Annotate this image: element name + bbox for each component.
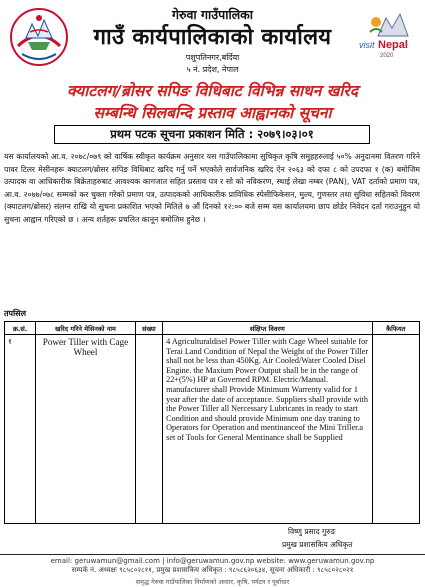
notice-title-line-1: क्याटलग/ब्रोसर सपिङ विधिबाट विभिन्न साधन खरिद	[67, 82, 358, 100]
cell-quantity	[135, 335, 162, 524]
cell-machine-name: Power Tiller with Cage Wheel	[36, 335, 136, 524]
table-header-row	[5, 322, 420, 335]
footer-contact-web: email: geruwamun@gmail.com | info@geruwamun.gov.np website: www.geruwamun.gov.np	[50, 557, 375, 565]
table-row	[5, 335, 420, 524]
publication-date: प्रथम पटक सूचना प्रकाशन मिति : २०७९।०३।०१	[110, 127, 314, 141]
address-line-1: पशुपतिनगर,बर्दिया	[185, 53, 240, 62]
svg-text:Nepal: Nepal	[378, 39, 408, 51]
publication-date-box	[54, 125, 370, 144]
signatory-role: प्रमुख प्रशासकिय अधिकृत	[282, 540, 353, 549]
org-name: गेरुवा गाउँपालिका	[171, 7, 254, 22]
col-header-machine-name: खरिद गरिने मेसिनको नाम	[36, 322, 136, 335]
schedule-label: तपसिल	[4, 309, 27, 318]
cell-sn: १	[5, 335, 36, 524]
schedule-table	[4, 321, 420, 524]
cell-remarks	[372, 335, 420, 524]
svg-text:2020: 2020	[380, 53, 394, 59]
svg-text:visit: visit	[359, 40, 375, 50]
footer-slogan: समृद्ध गेरुवा गाउँपालिका निर्माणको आधार, कृषि, पर्यटन र पूर्वाधार	[135, 578, 290, 586]
footer-divider	[0, 554, 425, 555]
office-title: गाउँ कार्यपालिकाको कार्यालय	[93, 25, 332, 50]
col-header-sn: क्र.सं.	[5, 322, 36, 335]
col-header-description: संक्षिप्त विवरण	[163, 322, 372, 335]
notice-title-line-2: सम्बन्धि सिलबन्दि प्रस्ताव आह्वानको सूचना	[93, 104, 332, 122]
address-line-2: ५ नं. प्रदेश, नेपाल	[186, 65, 239, 74]
col-header-remarks: कैफियत	[372, 322, 420, 335]
col-header-quantity: संख्या	[135, 322, 162, 335]
footer-contact-phone: सम्पर्क नं. अध्यक्षः ९८५८०२८११, प्रमुख प्रशासकिय अधिकृत : ९८५८६२०६३४, सूचना अधिकारी : ९८५८०२८०२१	[71, 566, 354, 574]
cell-description: 4 Agriculturaldisel Power Tiller with Cage Wheel suitable for Terai Land Condition of Nepal the Weight of the Power Tiller shall not be less than 450Kg. Air Cooled/Water Cooled Disel Engine. the Maxium Power Output shall be in the range of 22+(5%) HP at Governed RPM. Electric/Manual. manufacturer shall Provide Minimum Warrenty valid for 1 year after the date of acceptance. Suppliers shall provide with the Power Tiller all Nercessary Lubricants in ready to start Condition and should provide Minimum one day traning to Operators for Operation and mentinanceof the Mini Triller.a set of Tools for General Mentinance shall be Supplied	[163, 335, 372, 524]
signatory-name: विष्णु प्रसाद गुरुङ	[288, 527, 336, 536]
notice-body: यस कार्यालयको आ.व. २०७८/०७९ को वार्षिक स्वीकृत कार्यक्रम अनुसार यस गाउँपालिकामा सुचिकृत कृषि समुहहरुलाई ५०% अनुदानमा वितरण गरिने पावर टिलर मेसीनहरू क्याटलग/ब्रोसर सपिङ विधिबाट खरिद गर्नु पर्ने भएकोले सार्वजनिक खरिद ऐन २०६३ को दफा ८ को उपदफा १ (क) बमोजिम उत्पादक वा आधिकारीक बिक्रेताहरुबाट आवश्यक कागजात सहित प्रस्ताव पत्र र सो को नविकरण, स्थाई लेखा नम्बर (PAN), VAT दर्ताको प्रमाण पत्र, आ.व. २०७७/०७८ सम्मको कर चुक्ता गरेको प्रमाण पत्र, उत्पादकको आधिकारीक प्राविधिक स्पेसीफिकेसन, मुल्य, गुणस्तर तथा सुविधा सहितको विवरण (क्याटलग/ब्रोसर) संलग्न राखि यो सुचना प्रकाशित भएको मितिले ७ औं दिनको १२:०० बजे सम्म यस कार्यालयमा छाप छोडेर निवेदन दर्ता गराउनुहुन यो सुचना आह्वान गरिएको छ । अन्य शर्तहरू प्रचलित कानून बमोजिम हुनेछ ।	[4, 152, 420, 224]
